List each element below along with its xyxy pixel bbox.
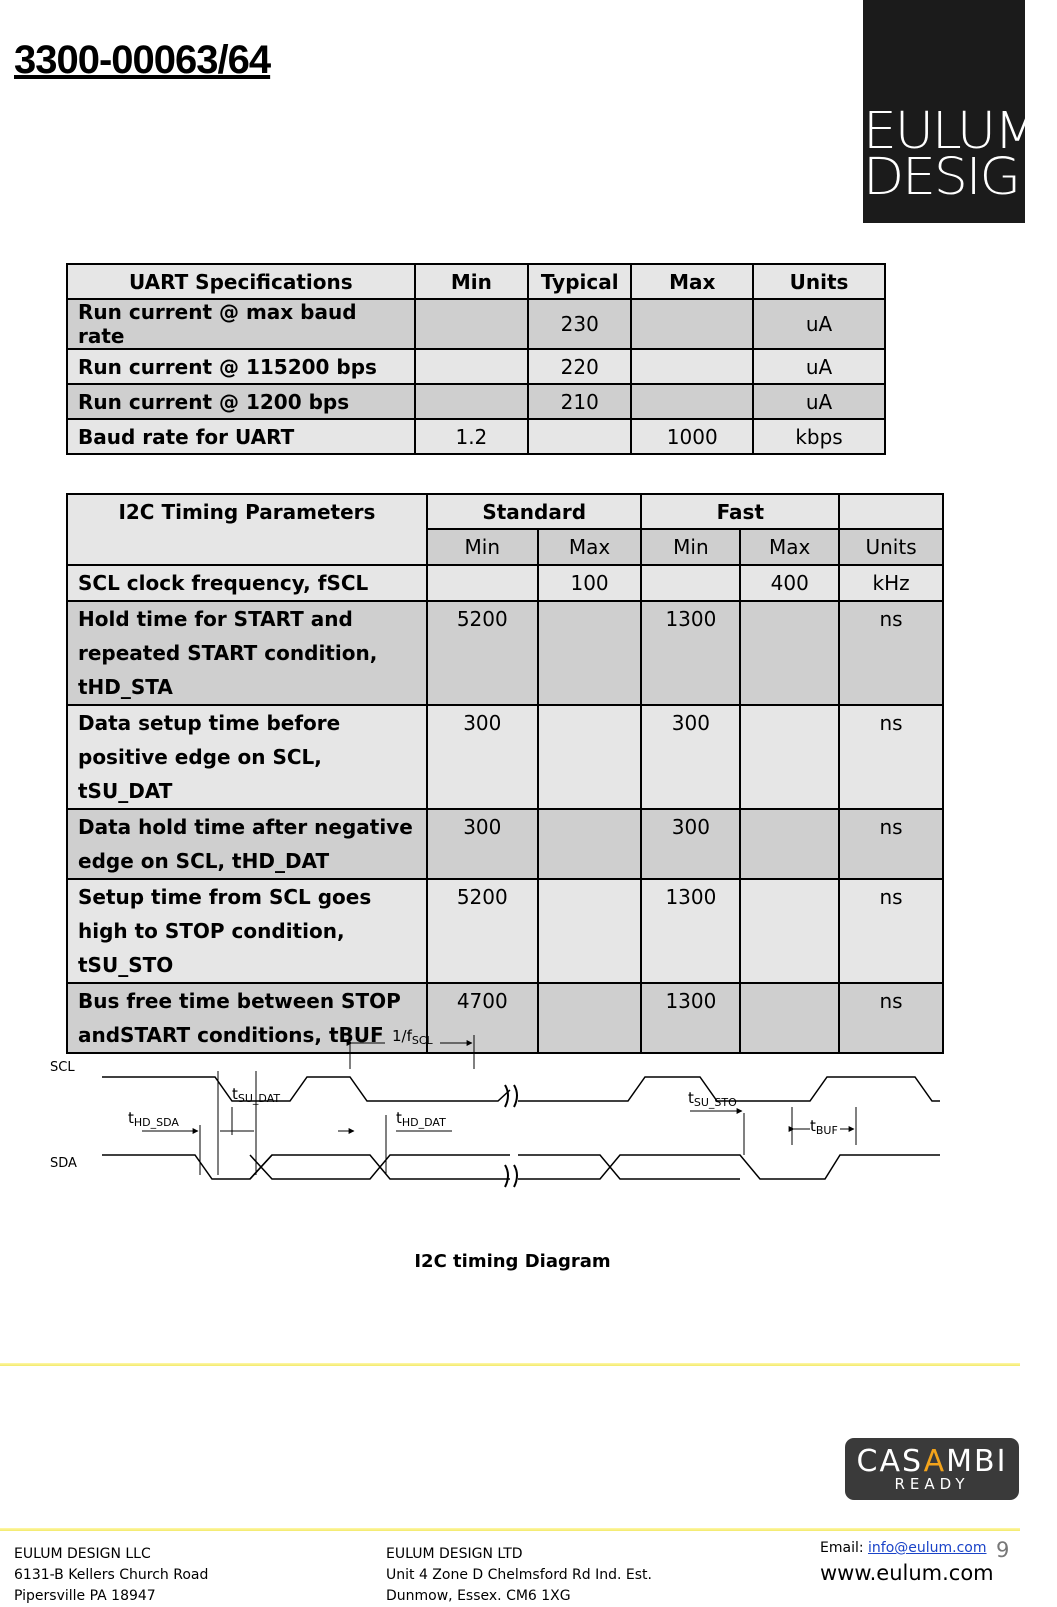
table-row [67,879,943,983]
param-name: Data hold time after negative edge on SCL, tHD_DAT [67,809,427,879]
std-max: 100 [538,565,642,601]
uart-col-header: Typical [528,264,631,299]
table-row [67,565,943,601]
value-units: kbps [753,419,885,454]
address-line: EULUM DESIGN LLC [14,1546,151,1562]
table-row [67,299,885,349]
units: ns [839,983,943,1053]
thd-dat-label: $t_{HD\_DAT}$ [396,1109,446,1129]
address-line: Dunmow, Essex. CM6 1XG [386,1588,571,1604]
std-max [538,705,642,809]
tsu-sto-label: $t_{SU\_STO}$ [688,1089,737,1109]
value-max [631,299,753,349]
std-min: 300 [427,705,538,809]
diagram-caption: I2C timing Diagram [414,1251,611,1272]
fast-group-header: Fast [641,494,839,529]
break-marks [505,1085,517,1187]
tbuf-label: $t_{BUF}$ [810,1117,838,1137]
units: ns [839,601,943,705]
fast-max [740,705,839,809]
std-min [427,565,538,601]
param-name: Setup time from SCL goes high to STOP condition, tSU_STO [67,879,427,983]
param-name: Run current @ 1200 bps [67,384,415,419]
casambi-ready: READY [894,1475,970,1493]
units: ns [839,705,943,809]
value-typical: 230 [528,299,631,349]
casambi-name: CASAMBI [856,1444,1008,1479]
i2c-timing-diagram [40,1027,970,1210]
divider-line [0,1363,1020,1366]
value-units: uA [753,299,885,349]
param-name: Hold time for START and repeated START condition, tHD_STA [67,601,427,705]
sda-waveform-c [250,1155,510,1179]
eulum-design-logo [863,0,1057,223]
scl-waveform [102,1077,510,1101]
fast-max [740,809,839,879]
standard-group-header: Standard [427,494,642,529]
address-line: EULUM DESIGN LTD [386,1546,523,1562]
email-link[interactable]: info@eulum.com [868,1540,987,1556]
sda-waveform-cont2 [518,1155,740,1179]
sda-label: SDA [50,1156,77,1171]
logo-line-1: EULUM [863,102,1039,161]
i2c-timing-table [66,493,944,1054]
std-max [538,601,642,705]
footer-contact [820,1538,994,1584]
scl-label: SCL [50,1060,75,1075]
param-name: Bus free time between STOP andSTART conditions, tBUF [67,983,427,1053]
std-max [538,809,642,879]
table-row [67,601,943,705]
footer-llc-address [14,1544,208,1607]
sub-header-units: Units [839,529,943,565]
value-typical: 210 [528,384,631,419]
uart-spec-table [66,263,886,455]
table-row [67,809,943,879]
fast-max: 400 [740,565,839,601]
uart-header-row [67,264,885,299]
std-min: 5200 [427,601,538,705]
value-typical [528,419,631,454]
value-min: 1.2 [415,419,528,454]
sub-header-max: Max [740,529,839,565]
page-number: 9 [996,1538,1010,1562]
value-min [415,299,528,349]
fast-min: 1300 [641,983,740,1053]
fast-max [740,879,839,983]
logo-line-2: DESIGN [863,148,1057,207]
sub-header-min: Min [427,529,538,565]
value-max: 1000 [631,419,753,454]
uart-col-header: Max [631,264,753,299]
std-min: 4700 [427,983,538,1053]
fast-max [740,601,839,705]
table-row [67,384,885,419]
value-max [631,349,753,384]
sub-header-max: Max [538,529,642,565]
fast-min: 300 [641,705,740,809]
table-row [67,349,885,384]
fast-min: 1300 [641,601,740,705]
email-line: Email: info@eulum.com [820,1540,987,1556]
website: www.eulum.com [820,1561,994,1585]
sda-waveform-cont [518,1155,940,1179]
table-row [67,705,943,809]
param-name: SCL clock frequency, fSCL [67,565,427,601]
std-max [538,879,642,983]
fast-min: 1300 [641,879,740,983]
value-units: uA [753,384,885,419]
value-min [415,384,528,419]
std-min: 5200 [427,879,538,983]
units-group-header [839,494,943,529]
value-max [631,384,753,419]
fast-min: 300 [641,809,740,879]
table-row [67,419,885,454]
casambi-ready-logo [845,1438,1019,1500]
sub-header-min: Min [641,529,740,565]
document-number: 3300-00063/64 [14,38,271,82]
address-line: Pipersville PA 18947 [14,1588,156,1604]
tsu-dat-label: $t_{SU\_DAT}$ [232,1085,281,1105]
i2c-title-header: I2C Timing Parameters [67,494,427,565]
uart-col-header: Units [753,264,885,299]
fast-min [641,565,740,601]
units: kHz [839,565,943,601]
address-line: Unit 4 Zone D Chelmsford Rd Ind. Est. [386,1567,652,1583]
sda-waveform [102,1155,510,1179]
period-label: $1/f_{SCL}$ [392,1027,433,1047]
units: ns [839,879,943,983]
param-name: Baud rate for UART [67,419,415,454]
address-line: 6131-B Kellers Church Road [14,1567,209,1583]
value-min [415,349,528,384]
param-name: Data setup time before positive edge on SCL, tSU_DAT [67,705,427,809]
uart-col-header: Min [415,264,528,299]
divider-line [0,1528,1020,1531]
value-typical: 220 [528,349,631,384]
i2c-group-header-row [67,494,943,529]
footer-ltd-address [386,1544,652,1607]
units: ns [839,809,943,879]
param-name: Run current @ 115200 bps [67,349,415,384]
uart-col-header: UART Specifications [67,264,415,299]
thd-sda-label: $t_{HD\_SDA}$ [128,1109,179,1129]
param-name: Run current @ max baud rate [67,299,415,349]
value-units: uA [753,349,885,384]
std-min: 300 [427,809,538,879]
